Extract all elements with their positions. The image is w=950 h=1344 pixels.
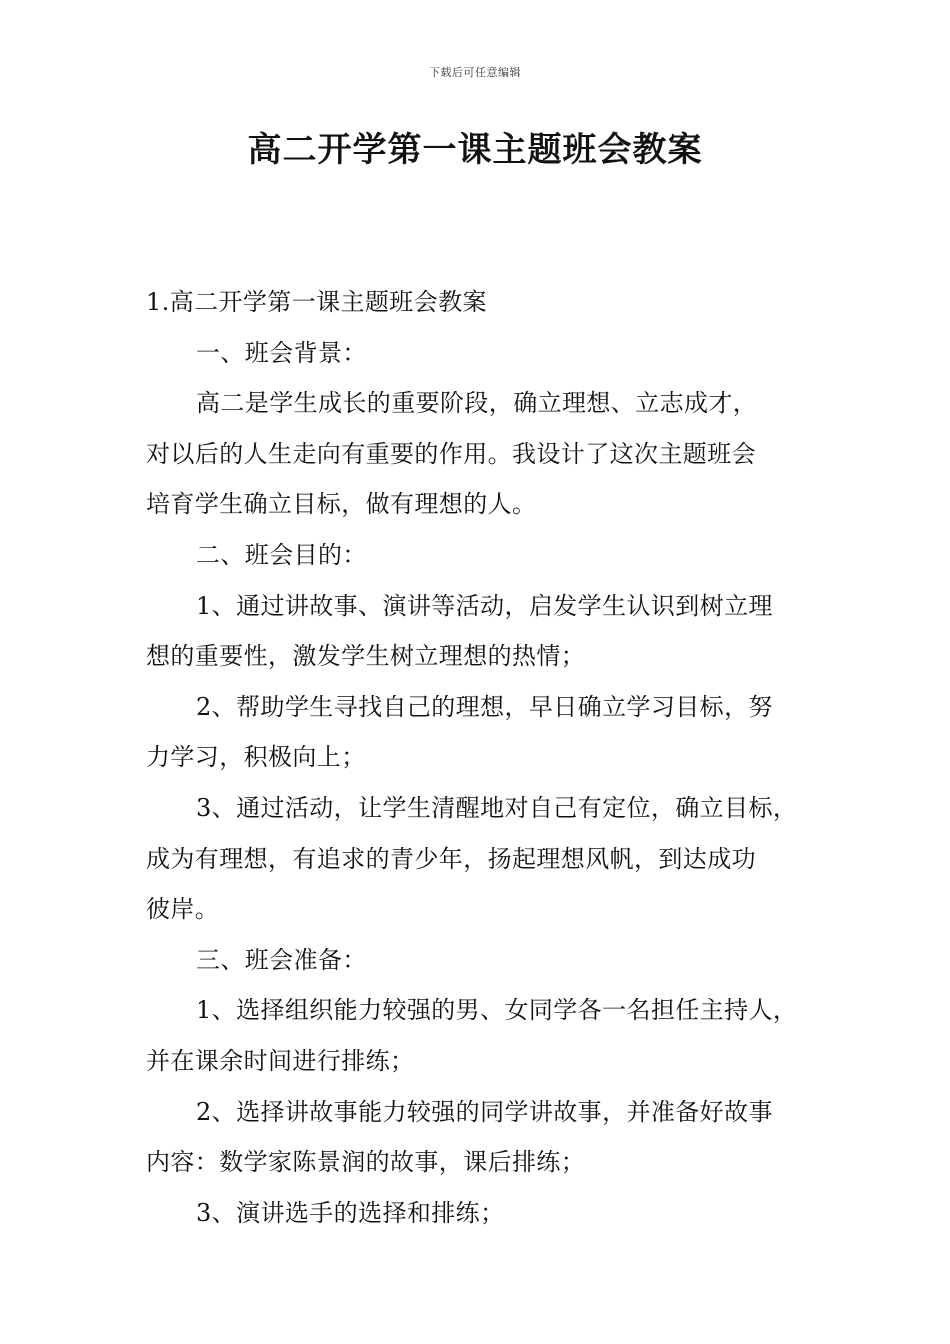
paragraph-line: 3、演讲选手的选择和排练； bbox=[196, 1198, 505, 1227]
paragraph-line: 1.高二开学第一课主题班会教案 bbox=[146, 288, 487, 316]
paragraph-line: 高二是学生成长的重要阶段，确立理想、立志成才， bbox=[196, 389, 758, 418]
header-note: 下载后可任意编辑 bbox=[429, 66, 521, 79]
paragraph-line: 二、班会目的： bbox=[196, 540, 367, 569]
paragraph-line: 一、班会背景： bbox=[196, 338, 367, 367]
paragraph-line: 对以后的人生走向有重要的作用。我设计了这次主题班会 bbox=[146, 439, 756, 468]
paragraph-line: 2、选择讲故事能力较强的同学讲故事，并准备好故事 bbox=[196, 1097, 773, 1126]
paragraph-line: 2、帮助学生寻找自己的理想，早日确立学习目标，努 bbox=[196, 692, 773, 721]
document-title: 高二开学第一课主题班会教案 bbox=[247, 130, 703, 170]
paragraph-line: 3、通过活动，让学生清醒地对自己有定位，确立目标， bbox=[196, 793, 798, 822]
document-body bbox=[146, 277, 812, 1238]
paragraph-line: 三、班会准备： bbox=[196, 945, 367, 974]
paragraph-line: 彼岸。 bbox=[146, 895, 220, 924]
paragraph-line: 内容：数学家陈景润的故事，课后排练； bbox=[146, 1148, 586, 1177]
paragraph-line: 1、通过讲故事、演讲等活动，启发学生认识到树立理 bbox=[196, 591, 773, 620]
paragraph-line: 力学习，积极向上； bbox=[146, 743, 366, 772]
paragraph-line: 想的重要性，激发学生树立理想的热情； bbox=[146, 642, 586, 671]
paragraph-line: 成为有理想，有追求的青少年，扬起理想风帆，到达成功 bbox=[146, 844, 756, 873]
paragraph-line: 培育学生确立目标，做有理想的人。 bbox=[146, 490, 537, 519]
paragraph-line: 1、选择组织能力较强的男、女同学各一名担任主持人， bbox=[196, 996, 798, 1025]
paragraph-line: 并在课余时间进行排练； bbox=[146, 1046, 415, 1075]
